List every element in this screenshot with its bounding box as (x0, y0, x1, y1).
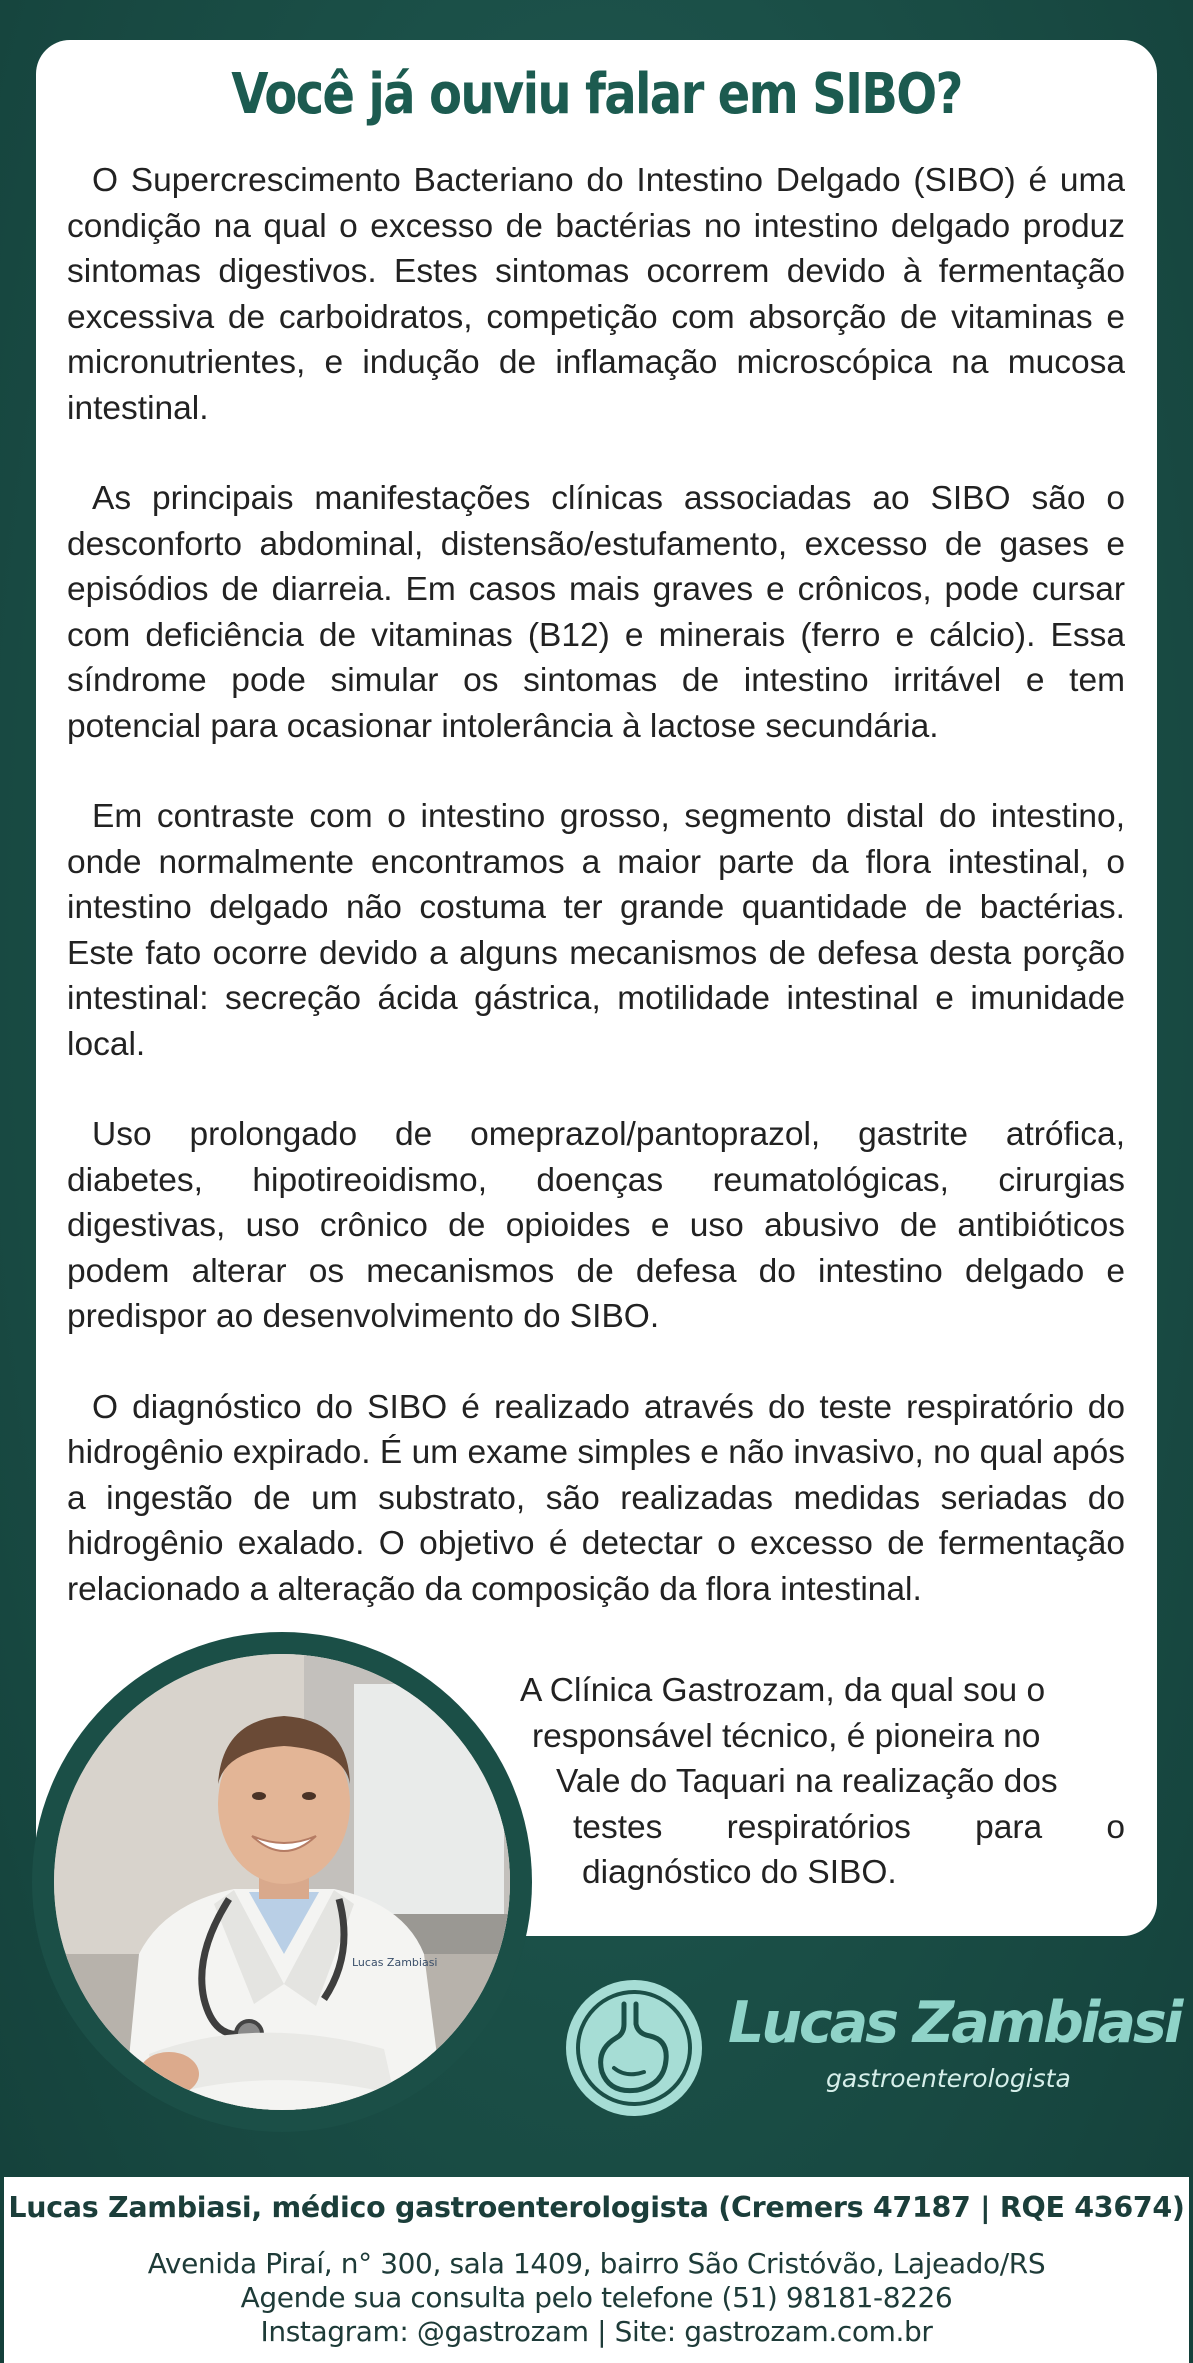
doctor-photo (54, 1654, 510, 2110)
clinic-paragraph (510, 1668, 1125, 1896)
paragraph-symptoms: As principais manifestações clínicas associadas ao SIBO são o desconforto abdominal, distensão/estufamento, excesso de gases e episódios de diarreia. Em casos mais graves e crônicos, pode cursar com deficiência de vitaminas (B12) e minerais (ferro e cálcio). Essa síndrome pode simular os sintomas de intestino irritável e tem potencial para ocasionar intolerância à lactose secundária. (67, 480, 1125, 745)
paragraph-risk-factors: Uso prolongado de omeprazol/pantoprazol, gastrite atrófica, diabetes, hipotireoidismo, doenças reumatológicas, cirurgias digestivas, uso crônico de opioides e uso abusivo de antibióticos podem alterar os mecanismos de defesa do intestino delgado e predispor ao desenvolvimento do SIBO. (67, 1116, 1125, 1335)
brand-name: Lucas Zambiasi (728, 1990, 1181, 2056)
clinic-line: Vale do Taquari na realização dos (556, 1763, 1058, 1800)
clinic-line: testes respiratórios para o (573, 1808, 1125, 1846)
paragraph-defense: Em contraste com o intestino grosso, segmento distal do intestino, onde normalmente encontramos a maior parte da flora intestinal, o intestino delgado não costuma ter grande quantidade de bactérias. Este fato ocorre devido a alguns mecanismos de defesa desta porção intestinal: secreção ácida gástrica, motilidade intestinal e imunidade local. (67, 798, 1125, 1063)
page-title: Você já ouviu falar em SIBO? (231, 62, 962, 127)
clinic-line: A Clínica Gastrozam, da qual sou o (520, 1672, 1046, 1709)
brand-logo (566, 1980, 702, 2116)
footer-credentials: Lucas Zambiasi, médico gastroenterologista (Cremers 47187 | RQE 43674) (8, 2191, 1185, 2224)
stomach-icon (566, 1980, 702, 2116)
paragraph-diagnosis: O diagnóstico do SIBO é realizado através do teste respiratório do hidrogênio expirado. É um exame simples e não invasivo, no qual após a ingestão de um substrato, são realizadas medidas seriadas do hidrogênio exalado. O objetivo é detectar o excesso de fermentação relacionado a alteração da composição da flora intestinal. (67, 1388, 1125, 1608)
article-body (67, 158, 1125, 1657)
footer-social: Instagram: @gastrozam | Site: gastrozam.com.br (260, 2315, 933, 2348)
coat-label: Lucas Zambiasi (352, 1956, 438, 1969)
clinic-line: diagnóstico do SIBO. (582, 1854, 897, 1891)
clinic-line: responsável técnico, é pioneira no (532, 1717, 1041, 1755)
paragraph-definition: O Supercrescimento Bacteriano do Intestino Delgado (SIBO) é uma condição na qual o excesso de bactérias no intestino delgado produz sintomas digestivos. Estes sintomas ocorrem devido à fermentação excessiva de carboidratos, competição com absorção de vitaminas e micronutrientes, e indução de inflamação microscópica na mucosa intestinal. (67, 162, 1125, 427)
footer-phone: Agende sua consulta pelo telefone (51) 98181-8226 (240, 2281, 953, 2314)
footer-address: Avenida Piraí, n° 300, sala 1409, bairro São Cristóvão, Lajeado/RS (147, 2247, 1046, 2280)
footer (4, 2177, 1189, 2363)
brand-subtitle: gastroenterologista (826, 2064, 1071, 2093)
